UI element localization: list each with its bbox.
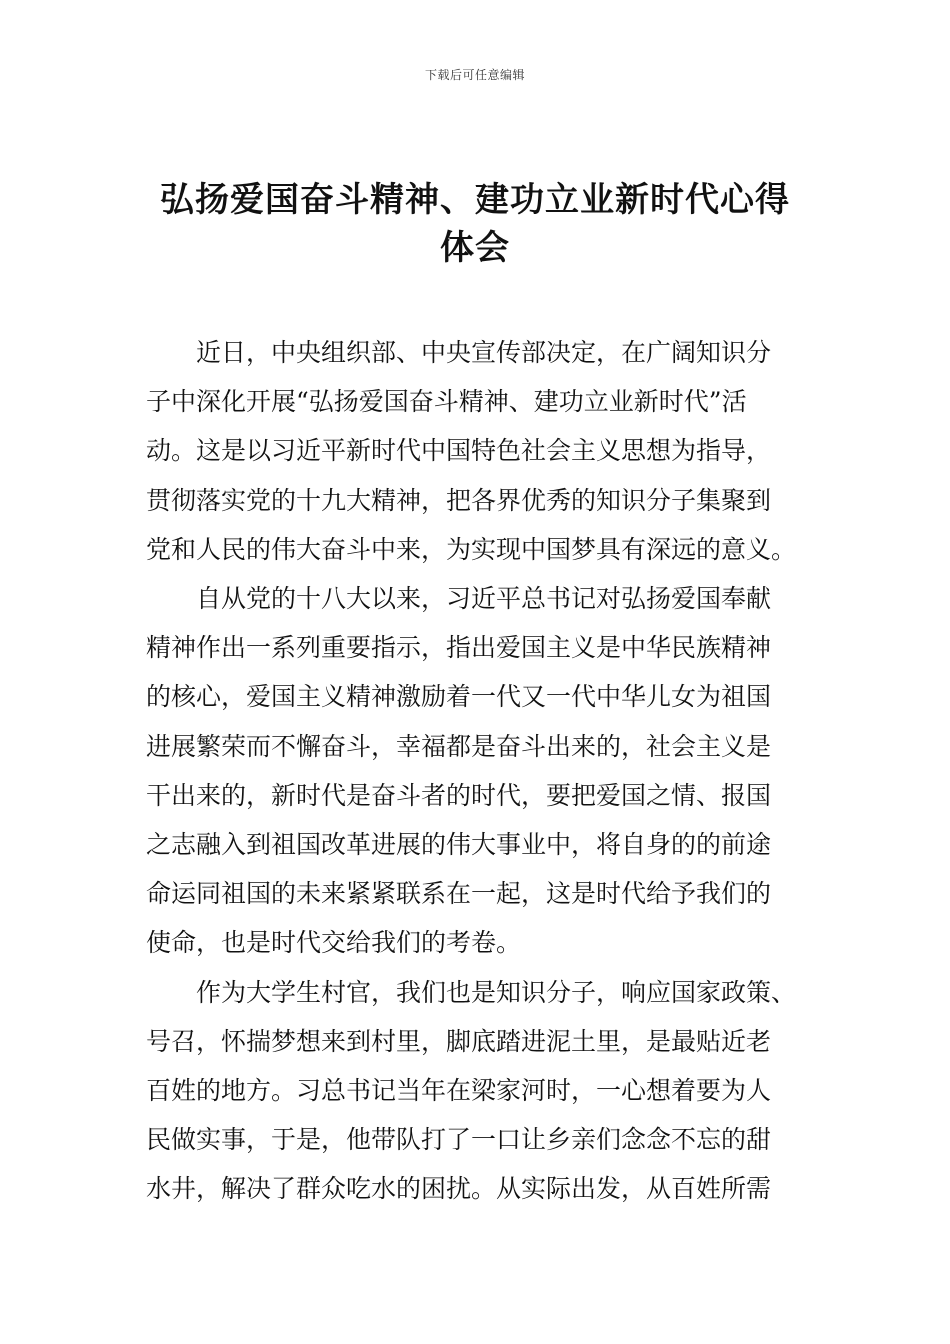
header-note: 下载后可任意编辑 (424, 68, 525, 82)
title-line: 体会 (440, 228, 510, 268)
paragraph (146, 968, 806, 1214)
paragraph-line: 使命，也是时代交给我们的考卷。 (146, 928, 522, 958)
paragraph-line: 命运同祖国的未来紧紧联系在一起，这是时代给予我们的 (146, 879, 772, 909)
title-line: 弘扬爱国奋斗精神、建功立业新时代心得 (160, 180, 790, 220)
paragraph-line: 子中深化开展“弘扬爱国奋斗精神、建功立业新时代”活 (146, 387, 747, 417)
paragraph-line: 作为大学生村官，我们也是知识分子，响应国家政策、 (196, 977, 797, 1007)
paragraph-line: 党和人民的伟大奋斗中来，为实现中国梦具有深远的意义。 (146, 534, 797, 564)
paragraph-line: 之志融入到祖国改革进展的伟大事业中，将自身的的前途 (146, 830, 772, 860)
document-body (146, 328, 806, 1214)
paragraph-line: 百姓的地方。习总书记当年在梁家河时，一心想着要为人 (146, 1076, 772, 1106)
paragraph-line: 民做实事，于是，他带队打了一口让乡亲们念念不忘的甜 (146, 1125, 772, 1155)
paragraph-line: 水井，解决了群众吃水的困扰。从实际出发，从百姓所需 (146, 1174, 772, 1204)
paragraph-line: 动。这是以习近平新时代中国特色社会主义思想为指导， (146, 436, 772, 466)
document-title (140, 176, 810, 272)
paragraph-line: 干出来的，新时代是奋斗者的时代，要把爱国之情、报国 (146, 780, 772, 810)
paragraph-line: 自从党的十八大以来，习近平总书记对弘扬爱国奉献 (196, 584, 772, 614)
paragraph (146, 574, 806, 968)
paragraph-line: 精神作出一系列重要指示，指出爱国主义是中华民族精神 (146, 633, 772, 663)
paragraph-line: 近日，中央组织部、中央宣传部决定，在广阔知识分 (196, 338, 772, 367)
paragraph-line: 进展繁荣而不懈奋斗，幸福都是奋斗出来的，社会主义是 (146, 731, 772, 761)
paragraph (146, 328, 806, 574)
paragraph-line: 贯彻落实党的十九大精神，把各界优秀的知识分子集聚到 (146, 485, 772, 515)
paragraph-line: 号召，怀揣梦想来到村里，脚底踏进泥土里，是最贴近老 (146, 1026, 772, 1056)
paragraph-line: 的核心，爱国主义精神激励着一代又一代中华儿女为祖国 (146, 682, 772, 712)
